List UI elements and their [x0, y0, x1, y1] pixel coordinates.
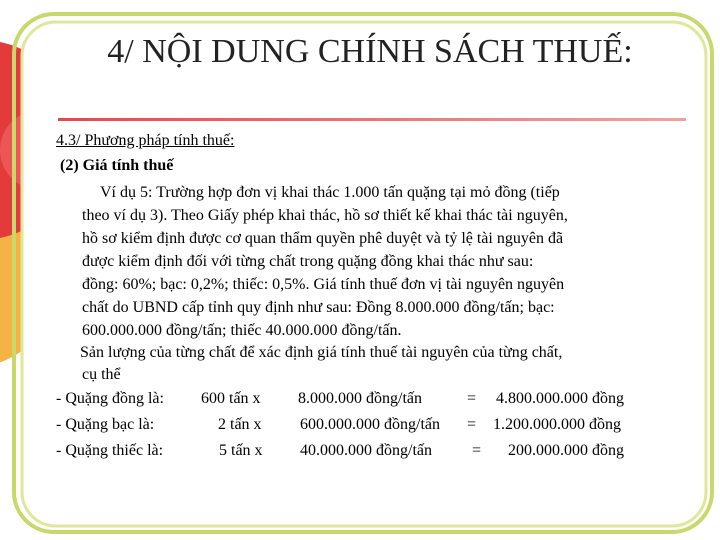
calc-quantity: 600 tấn x — [201, 390, 261, 407]
calc-equals: = — [472, 442, 482, 459]
title-divider — [58, 118, 686, 121]
output-line-2: cụ thể — [82, 366, 121, 383]
calc-label: - Quặng thiếc là: — [56, 442, 164, 459]
example-line-6: chất do UBND cấp tỉnh quy định như sau: Đồng 8.000.000 đồng/tấn; bạc: — [82, 299, 555, 316]
output-line-1: Sản lượng của từng chất để xác định giá tính thuế tài nguyên của từng chất, — [80, 344, 563, 361]
example-line-2: theo ví dụ 3). Theo Giấy phép khai thác, hồ sơ thiết kế khai thác tài nguyên, — [82, 207, 568, 224]
sub-heading: (2) Giá tính thuế — [60, 157, 174, 174]
calc-row-copper — [56, 388, 676, 410]
calc-quantity: 2 tấn x — [218, 416, 262, 433]
calc-row-tin — [56, 440, 676, 462]
calc-row-silver — [56, 414, 676, 436]
calc-equals: = — [467, 390, 477, 407]
calc-price: 8.000.000 đồng/tấn — [298, 390, 422, 407]
calc-total: 200.000.000 đồng — [508, 442, 624, 459]
calc-price: 40.000.000 đồng/tấn — [300, 442, 432, 459]
calc-equals: = — [467, 416, 477, 433]
page-title: 4/ NỘI DUNG CHÍNH SÁCH THUẾ: — [107, 33, 633, 70]
calc-total: 4.800.000.000 đồng — [496, 390, 624, 407]
calc-label: - Quặng đồng là: — [56, 390, 164, 407]
calc-price: 600.000.000 đồng/tấn — [300, 416, 440, 433]
example-line-1: Ví dụ 5: Trường hợp đơn vị khai thác 1.000 tấn quặng tại mỏ đồng (tiếp — [100, 184, 560, 201]
example-line-4: được kiểm định đối với từng chất trong quặng đồng khai thác như sau: — [82, 253, 534, 270]
calc-label: - Quặng bạc là: — [56, 416, 155, 433]
calc-total: 1.200.000.000 đồng — [493, 416, 621, 433]
calc-quantity: 5 tấn x — [219, 442, 263, 459]
section-heading: 4.3/ Phương pháp tính thuế: — [56, 132, 235, 149]
example-line-3: hồ sơ kiểm định được cơ quan thẩm quyền phê duyệt và tỷ lệ tài nguyên đã — [82, 230, 564, 247]
example-line-5: đồng: 60%; bạc: 0,2%; thiếc: 0,5%. Giá tính thuế đơn vị tài nguyên nguyên — [82, 276, 565, 293]
example-line-7: 600.000.000 đồng/tấn; thiếc 40.000.000 đồng/tấn. — [82, 322, 402, 339]
